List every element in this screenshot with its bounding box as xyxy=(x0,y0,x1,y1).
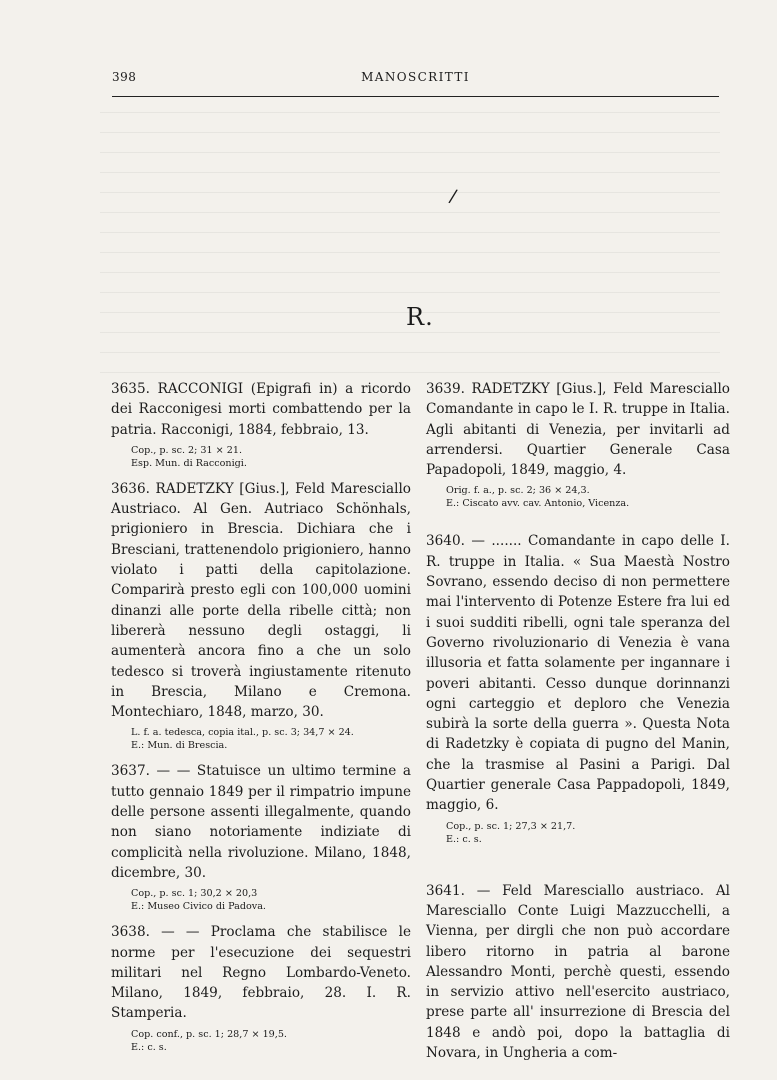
entry-text: 3636. RADETZKY [Gius.], Feld Maresciallo Austriaco. Al Gen. Autriaco Schönhals, prigioniero in Brescia. Dichiara che i Bresciani, trattenendolo prigioniero, hanno violato i patti della capitolazione. Comparirà presto egli con 100,000 uomini dinanzi alle porte della ribelle città; non libererà nessuno degli ostaggi, li aumenterà ancora fino a che un solo tedesco si troverà ingiustamente ritenuto in Brescia, Milano e Cremona. Montechiaro, 1848, marzo, 30. xyxy=(111,480,411,721)
entry-note: E.: c. s. xyxy=(131,1041,167,1053)
entry-3638 xyxy=(111,922,411,1053)
entry-note: Cop., p. sc. 1; 27,3 × 21,7. xyxy=(446,820,576,832)
spacer xyxy=(426,855,730,881)
entry-text: 3635. RACCONIGI (Epigrafi in) a ricordo dei Racconigesi morti combattendo per la patria. Racconigi, 1884, febbraio, 13. xyxy=(111,381,411,438)
entry-text: 3638. — — Proclama che stabilisce le norme per l'esecuzione dei sequestri militari nel Regno Lombardo-Veneto. Milano, 1849, febbraio, 28. I. R. Stamperia. xyxy=(111,924,411,1022)
entry-note: E.: Museo Civico di Padova. xyxy=(131,901,266,913)
entry-note: Cop., p. sc. 1; 30,2 × 20,3 xyxy=(131,888,258,900)
stray-mark: / xyxy=(447,185,459,208)
page-header xyxy=(112,70,719,92)
entry-note: L. f. a. tedesca, copia ital., p. sc. 3; 34,7 × 24. xyxy=(131,727,354,739)
entry-note: Cop. conf., p. sc. 1; 28,7 × 19,5. xyxy=(131,1028,287,1040)
page-number: 398 xyxy=(112,70,137,84)
spacer xyxy=(426,519,730,531)
entry-notes xyxy=(111,1028,411,1054)
entry-3640 xyxy=(426,531,730,845)
entry-note: E.: Mun. di Brescia. xyxy=(131,740,228,752)
entry-3641 xyxy=(426,881,730,1064)
entry-notes xyxy=(426,484,730,510)
entry-note: Orig. f. a., p. sc. 2; 36 × 24,3. xyxy=(446,485,590,497)
entry-notes xyxy=(111,444,411,470)
entry-3636 xyxy=(111,479,411,753)
entry-3637 xyxy=(111,761,411,913)
entry-text: 3639. RADETZKY [Gius.], Feld Maresciallo Comandante in capo le I. R. truppe in Italia. Agli abitanti di Venezia, per invitarli ad arrendersi. Quartier Generale Casa Papadopoli, 1849, maggio, 4. xyxy=(426,381,730,479)
right-column xyxy=(426,379,730,1072)
section-letter: R. xyxy=(406,303,434,331)
entry-text: 3640. — ....... Comandante in capo delle I. R. truppe in Italia. « Sua Maestà Nostro Sovrano, essendo deciso di non permettere mai l'intervento di Potenze Estere fra lui ed i suoi sudditi ribelli, ogni tale speranza del Governo rivoluzionario di Venezia è vana illusoria et fatta solamente per ingannare i poveri abitanti. Cesso dunque dorinnanzi ogni carteggio et deploro che Venezia subirà la sorte della guerra ». Questa Nota di Radetzky è copiata di pugno del Manin, che la trasmise al Pasini a Parigi. Dal Quartier generale Casa Pappadopoli, 1849, maggio, 6. xyxy=(426,533,730,814)
entry-3639 xyxy=(426,379,730,510)
entry-note: Cop., p. sc. 2; 31 × 21. xyxy=(131,444,243,456)
entry-text: 3637. — — Statuisce un ultimo termine a tutto gennaio 1849 per il rimpatrio impune delle persone assenti illegalmente, quando non siano notoriamente indiziate di complicità nella rivoluzione. Milano, 1848, dicembre, 30. xyxy=(111,763,411,881)
entry-notes xyxy=(111,726,411,752)
left-column xyxy=(111,379,411,1063)
entry-notes xyxy=(111,887,411,913)
entry-3635 xyxy=(111,379,411,470)
entry-notes xyxy=(426,820,730,846)
entry-note: E.: c. s. xyxy=(446,833,482,845)
entry-text: 3641. — Feld Maresciallo austriaco. Al Maresciallo Conte Luigi Mazzucchelli, a Vienna, per dirgli che non può accordare libero ritorno in patria al barone Alessandro Monti, perchè questi, essendo in servizio attivo nell'esercito austriaco, prese parte all' insurrezione di Brescia del 1848 e andò poi, dopo la battaglia di Novara, in Ungheria a com- xyxy=(426,882,730,1062)
entry-note: Esp. Mun. di Racconigi. xyxy=(131,457,247,469)
entry-note: E.: Ciscato avv. cav. Antonio, Vicenza. xyxy=(446,498,630,510)
header-rule xyxy=(112,96,719,97)
bleed-through-text xyxy=(100,100,720,390)
running-title: MANOSCRITTI xyxy=(361,70,470,84)
